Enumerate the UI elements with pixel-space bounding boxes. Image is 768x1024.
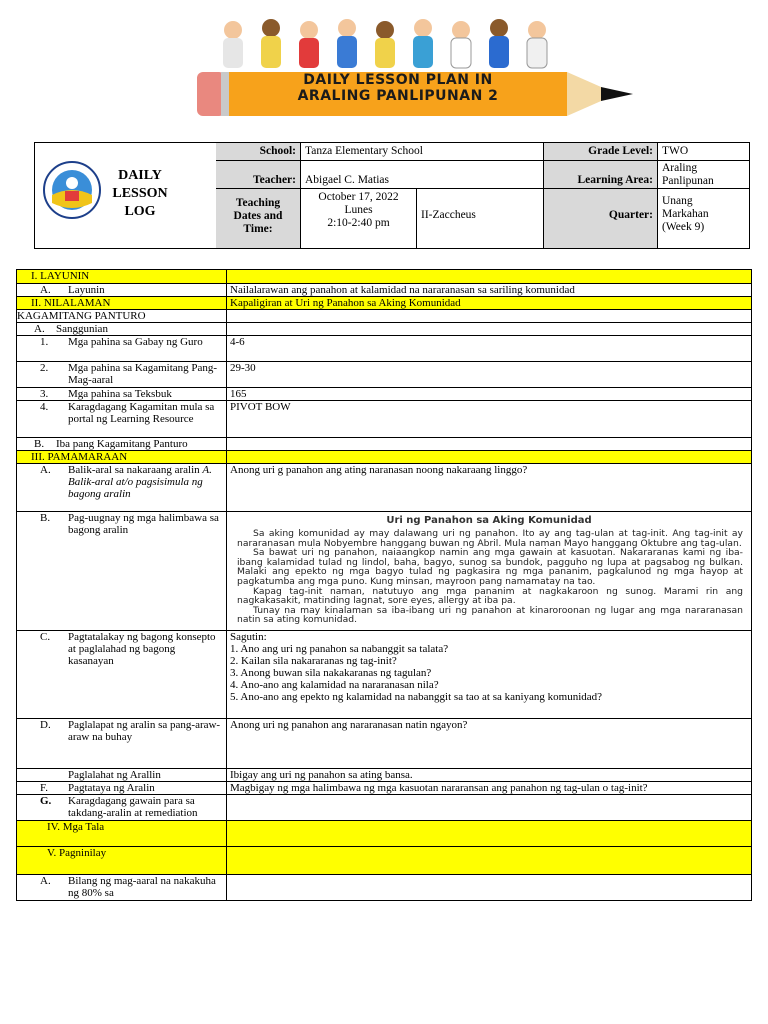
layunin-heading-value <box>227 270 752 284</box>
pagtatalakay-label: Pagtatalakay ng bagong konsepto at paglalahad ng bagong kasanayan <box>68 631 216 667</box>
row-karagdagang-gawain <box>17 795 752 821</box>
balik-aral-label-a: Balik-aral sa nakaraang aralin <box>68 464 203 476</box>
bilang-ng-mag-aaral-label: Bilang ng mag-aaral na nakakuha ng 80% sa <box>68 875 216 899</box>
mga-tala-heading: IV. Mga Tala <box>17 821 227 847</box>
pag-uugnay-label: Pag-uugnay ng mga halimbawa sa bagong aralin <box>68 512 219 536</box>
kagamitang-panturo-heading: KAGAMITANG PANTURO <box>17 310 227 323</box>
row-nilalaman <box>17 297 752 310</box>
paglalahat-label: Paglalahat ng Arallin <box>17 769 227 782</box>
row-teksbuk <box>17 388 752 401</box>
row-letter: A. <box>34 323 45 335</box>
iba-pang-kagamitan-value <box>227 438 752 451</box>
quarter-value-line1: Unang <box>662 195 693 207</box>
learning-area-label: Learning Area: <box>543 161 657 189</box>
row-letter: A. <box>40 875 51 887</box>
teksbuk-label: Mga pahina sa Teksbuk <box>68 388 172 400</box>
dll-line3: LOG <box>124 204 156 219</box>
banner-title-line1: DAILY LESSON PLAN IN <box>303 72 493 88</box>
question-5: 5. Ano-ano ang epekto ng kalamidad na nabanggit sa tao at sa kaniyang komunidad? <box>230 691 603 703</box>
row-iba-pang-kagamitan <box>17 438 752 451</box>
balik-aral-label-b: A. Balik-aral at/o pagsisimula ng bagong aralin <box>68 464 212 500</box>
lesson-plan-table <box>16 269 752 901</box>
row-layunin <box>17 284 752 297</box>
paglalapat-label: Paglalapat ng aralin sa pang-araw-araw na buhay <box>68 719 221 743</box>
nilalaman-heading: II. NILALAMAN <box>17 297 227 310</box>
pamamaraan-heading: III. PAMAMARAAN <box>17 451 227 464</box>
grade-level-value: TWO <box>657 143 750 161</box>
row-number: 2. <box>40 362 49 374</box>
teacher-value: Abigael C. Matias <box>300 161 543 189</box>
time-value: 2:10-2:40 pm <box>327 217 390 229</box>
question-1: 1. Ano ang uri ng panahon sa nabanggit sa talata? <box>230 643 449 655</box>
teaching-date-time-value <box>300 189 416 248</box>
row-number: 1. <box>40 336 49 348</box>
teaching-dates-label <box>216 189 300 248</box>
learning-resource-value: PIVOT BOW <box>227 401 752 438</box>
reading-paragraph-2: Sa bawat uri ng panahon, naiaangkop namin ang mga gawain at kasuotan. Nakararanas kami ng iba-ibang kalamidad tulad ng lindol, baha, bagyo, sunog sa bundok, pagguho ng lupa at pagsabog ng bulkan. Malaki ang epekto ng mga bagyo tulad ng pagkasira ng mga pananim, pagkalunod ng mga hayop at pagkatumba ang mga puno. Kung minsan, mayroon pang namamatay na tao. <box>237 547 743 587</box>
row-letter: A. <box>40 464 51 476</box>
teaching-dates-label-line3: Time: <box>243 223 273 235</box>
kagamitang-pang-mag-aaral-value: 29-30 <box>227 362 752 388</box>
question-4: 4. Ano-ano ang kalamidad na nararanasan nila? <box>230 679 439 691</box>
row-letter: B. <box>40 512 51 524</box>
row-letter: C. <box>40 631 51 643</box>
teksbuk-value: 165 <box>227 388 752 401</box>
quarter-value-line2: Markahan <box>662 208 709 220</box>
dll-line1: DAILY <box>118 168 162 183</box>
school-label: School: <box>216 143 300 161</box>
lesson-header-table <box>34 142 750 249</box>
pagninilay-heading: V. Pagninilay <box>17 847 227 875</box>
paglalapat-value: Anong uri ng panahon ang nararanasan natin ngayon? <box>227 719 752 769</box>
lesson-plan-banner <box>197 16 637 108</box>
reading-passage <box>227 512 752 631</box>
row-layunin-heading <box>17 270 752 284</box>
quarter-value <box>657 189 750 248</box>
kagamitang-panturo-value <box>227 310 752 323</box>
learning-area-value <box>657 161 750 189</box>
row-kagamitang-pang-mag-aaral <box>17 362 752 388</box>
learning-resource-label: Karagdagang Kagamitan mula sa portal ng Learning Resource <box>68 401 215 425</box>
grade-level-label: Grade Level: <box>543 143 657 161</box>
row-letter: B. <box>34 438 45 450</box>
teaching-dates-label-line2: Dates and <box>233 210 283 222</box>
reading-body <box>227 527 751 625</box>
gabay-ng-guro-value: 4-6 <box>227 336 752 362</box>
sanggunian-label: Sanggunian <box>56 323 108 335</box>
banner-title-line2: ARALING PANLIPUNAN 2 <box>297 88 499 104</box>
children-illustration <box>211 16 571 72</box>
pagtatalakay-questions <box>227 631 752 719</box>
row-number: 4. <box>40 401 49 413</box>
question-intro: Sagutin: <box>230 631 267 643</box>
row-kagamitang-panturo <box>17 310 752 323</box>
row-letter: G. <box>40 795 52 807</box>
logo-cell <box>35 143 217 248</box>
row-pag-uugnay <box>17 512 752 631</box>
row-mga-tala <box>17 821 752 847</box>
pagninilay-value <box>227 847 752 875</box>
iba-pang-kagamitan-label: Iba pang Kagamitang Panturo <box>56 438 188 450</box>
row-paglalapat <box>17 719 752 769</box>
karagdagang-gawain-value <box>227 795 752 821</box>
sanggunian-value <box>227 323 752 336</box>
pagtataya-label: Pagtataya ng Aralin <box>68 782 155 794</box>
layunin-label: Layunin <box>68 284 105 296</box>
row-sanggunian <box>17 323 752 336</box>
bilang-ng-mag-aaral-value <box>227 875 752 901</box>
question-3: 3. Anong buwan sila nakakaranas ng tagulan? <box>230 667 432 679</box>
row-bilang-ng-mag-aaral <box>17 875 752 901</box>
row-pamamaraan <box>17 451 752 464</box>
quarter-label: Quarter: <box>543 189 657 248</box>
learning-area-value-line2: Panlipunan <box>662 175 714 187</box>
school-value: Tanza Elementary School <box>300 143 543 161</box>
banner-title <box>233 72 563 104</box>
pagtataya-value: Magbigay ng mga halimbawa ng mga kasuotan nararansan ang panahon ng tag-ulan o tag-init? <box>227 782 752 795</box>
row-letter: D. <box>40 719 51 731</box>
row-letter: F. <box>40 782 48 794</box>
mga-tala-value <box>227 821 752 847</box>
kagamitang-pang-mag-aaral-label: Mga pahina sa Kagamitang Pang-Mag-aaral <box>68 362 218 386</box>
reading-paragraph-3: Kapag tag-init naman, natutuyo ang mga pananim at nagkakaroon ng sunog. Marami rin ang nagkakasakit, matinding lagnat, sore eyes, allergy at iba pa. <box>237 585 743 607</box>
row-pagtataya <box>17 782 752 795</box>
daily-lesson-log-label <box>105 167 175 221</box>
learning-area-value-line1: Araling <box>662 162 698 174</box>
paglalahat-value: Ibigay ang uri ng panahon sa ating bansa. <box>227 769 752 782</box>
pamamaraan-value <box>227 451 752 464</box>
reading-paragraph-1: Sa aking komunidad ay may dalawang uri ng panahon. Ito ay ang tag-ulan at tag-init. Ang tag-init ay nararanasan mula Nobyembre hanggang buwan ng Abril. Mula naman Mayo hanggang Oktubre ang tag-ulan. <box>237 528 743 549</box>
row-learning-resource <box>17 401 752 438</box>
teacher-label: Teacher: <box>216 161 300 189</box>
karagdagang-gawain-label: Karagdagang gawain para sa takdang-aralin at remediation <box>68 795 198 819</box>
reading-paragraph-4: Tunay na may kinalaman sa iba-ibang uri ng panahon at kinaroroonan ng lugar ang mga nararanasan natin sa ating komunidad. <box>237 604 743 626</box>
teaching-dates-label-line1: Teaching <box>235 197 281 209</box>
date-value: October 17, 2022 <box>318 191 399 203</box>
row-pagninilay <box>17 847 752 875</box>
dll-line2: LESSON <box>112 186 168 201</box>
layunin-value: Nailalarawan ang panahon at kalamidad na nararanasan sa sariling komunidad <box>227 284 752 297</box>
school-seal-icon <box>43 161 101 219</box>
nilalaman-value: Kapaligiran at Uri ng Panahon sa Aking Komunidad <box>227 297 752 310</box>
layunin-heading: I. LAYUNIN <box>17 270 227 284</box>
gabay-ng-guro-label: Mga pahina sa Gabay ng Guro <box>68 336 203 348</box>
row-pagtatalakay <box>17 631 752 719</box>
balik-aral-value: Anong uri g panahon ang ating naranasan noong nakaraang linggo? <box>227 464 752 512</box>
balik-aral-label <box>68 464 223 500</box>
question-2: 2. Kailan sila nakararanas ng tag-init? <box>230 655 397 667</box>
row-balik-aral <box>17 464 752 512</box>
section-value: II-Zaccheus <box>416 189 543 248</box>
reading-title: Uri ng Panahon sa Aking Komunidad <box>386 515 592 526</box>
row-paglalahat <box>17 769 752 782</box>
row-letter: A. <box>40 284 51 296</box>
row-number: 3. <box>40 388 49 400</box>
header-grid <box>216 143 750 248</box>
quarter-value-line3: (Week 9) <box>662 221 705 233</box>
day-value: Lunes <box>344 204 373 216</box>
row-gabay-ng-guro <box>17 336 752 362</box>
